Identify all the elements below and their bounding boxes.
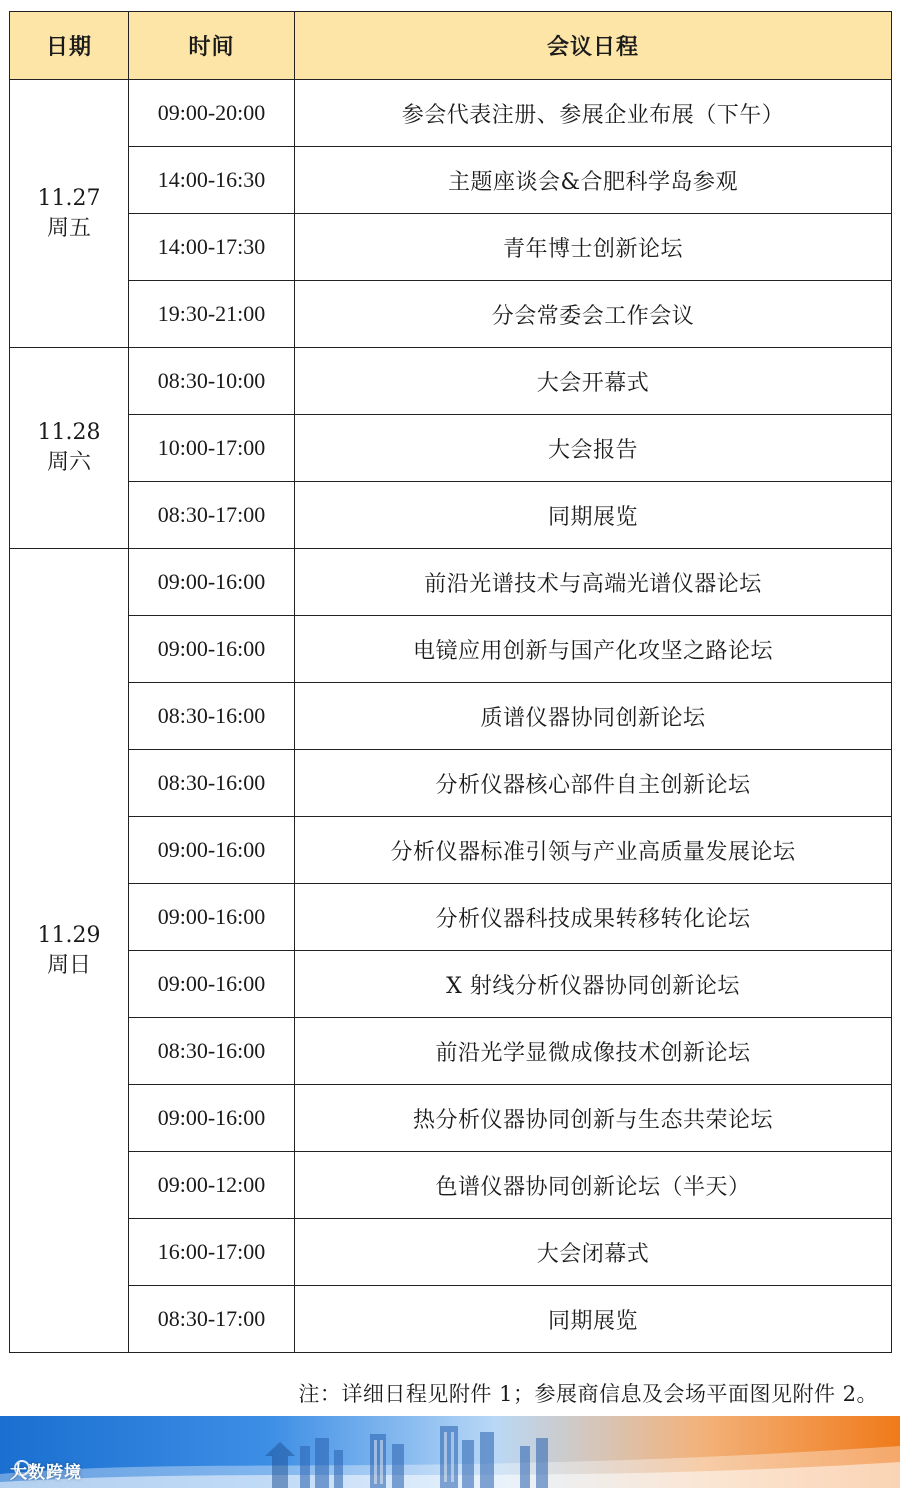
date-value: 11.28 [37, 420, 101, 445]
table-row [10, 549, 892, 616]
table-row [10, 1219, 892, 1286]
table-row [10, 1085, 892, 1152]
header-date: 日期 [10, 12, 129, 80]
table-row [10, 817, 892, 884]
schedule-body [10, 80, 892, 1353]
footnote: 注：详细日程见附件 1；参展商信息及会场平面图见附件 2。 [298, 1382, 878, 1406]
weekday-value: 周五 [46, 215, 91, 241]
city-skyline-graphic [0, 1416, 900, 1488]
schedule-table [9, 11, 892, 1353]
time-cell: 09:00-16:00 [129, 1085, 295, 1152]
time-cell: 08:30-10:00 [129, 348, 295, 415]
table-row [10, 348, 892, 415]
date-cell [10, 549, 129, 1353]
time-cell: 19:30-21:00 [129, 281, 295, 348]
weekday-value: 周六 [46, 450, 91, 475]
time-cell: 08:30-17:00 [129, 1286, 295, 1353]
time-cell: 08:30-16:00 [129, 683, 295, 750]
header-agenda: 会议日程 [295, 12, 892, 80]
session-cell: 分析仪器标准引领与产业高质量发展论坛 [295, 817, 892, 884]
table-row [10, 214, 892, 281]
table-row [10, 750, 892, 817]
table-row [10, 683, 892, 750]
header-row [10, 12, 892, 80]
session-cell: 青年博士创新论坛 [295, 214, 892, 281]
table-row [10, 884, 892, 951]
header-time: 时间 [129, 12, 295, 80]
table-row [10, 1286, 892, 1353]
time-cell: 09:00-16:00 [129, 549, 295, 616]
weekday-value: 周日 [46, 952, 91, 978]
time-cell: 10:00-17:00 [129, 415, 295, 482]
date-value: 11.27 [37, 185, 101, 211]
date-cell [10, 80, 129, 348]
table-row [10, 616, 892, 683]
time-cell: 16:00-17:00 [129, 1219, 295, 1286]
session-cell: 大会开幕式 [295, 348, 892, 415]
session-cell: 大会闭幕式 [295, 1219, 892, 1286]
brand-watermark: 大数跨境 [10, 1463, 82, 1483]
session-cell: 分析仪器核心部件自主创新论坛 [295, 750, 892, 817]
time-cell: 09:00-16:00 [129, 616, 295, 683]
date-cell [10, 348, 129, 549]
time-cell: 09:00-16:00 [129, 884, 295, 951]
time-cell: 09:00-12:00 [129, 1152, 295, 1219]
session-cell: 色谱仪器协同创新论坛（半天） [295, 1152, 892, 1219]
session-cell: 热分析仪器协同创新与生态共荣论坛 [295, 1085, 892, 1152]
table-row [10, 80, 892, 147]
table-row [10, 415, 892, 482]
session-cell: 前沿光谱技术与高端光谱仪器论坛 [295, 549, 892, 616]
table-row [10, 951, 892, 1018]
time-cell: 08:30-17:00 [129, 482, 295, 549]
table-row [10, 1018, 892, 1085]
session-cell: 质谱仪器协同创新论坛 [295, 683, 892, 750]
time-cell: 08:30-16:00 [129, 1018, 295, 1085]
session-cell: 分析仪器科技成果转移转化论坛 [295, 884, 892, 951]
session-cell: X 射线分析仪器协同创新论坛 [295, 951, 892, 1018]
session-cell: 同期展览 [295, 482, 892, 549]
time-cell: 14:00-17:30 [129, 214, 295, 281]
session-cell: 分会常委会工作会议 [295, 281, 892, 348]
time-cell: 09:00-20:00 [129, 80, 295, 147]
session-cell: 大会报告 [295, 415, 892, 482]
session-cell: 同期展览 [295, 1286, 892, 1353]
time-cell: 09:00-16:00 [129, 817, 295, 884]
time-cell: 14:00-16:30 [129, 147, 295, 214]
session-cell: 前沿光学显微成像技术创新论坛 [295, 1018, 892, 1085]
table-row [10, 281, 892, 348]
time-cell: 08:30-16:00 [129, 750, 295, 817]
session-cell: 电镜应用创新与国产化攻坚之路论坛 [295, 616, 892, 683]
footer-banner [0, 1416, 900, 1488]
table-row [10, 1152, 892, 1219]
table-row [10, 482, 892, 549]
table-row [10, 147, 892, 214]
session-cell: 主题座谈会&合肥科学岛参观 [295, 147, 892, 214]
time-cell: 09:00-16:00 [129, 951, 295, 1018]
session-cell: 参会代表注册、参展企业布展（下午） [295, 80, 892, 147]
date-value: 11.29 [37, 922, 101, 948]
